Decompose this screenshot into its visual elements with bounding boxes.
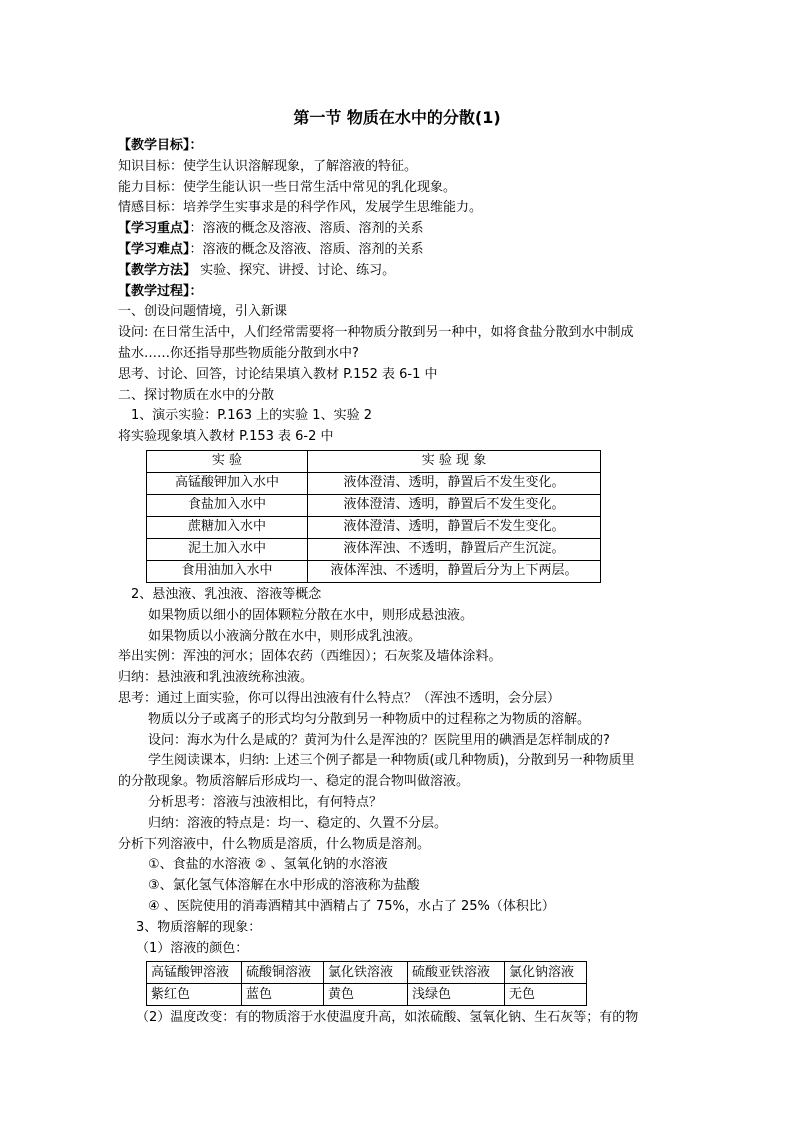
table-header-cell: 氯化铁溶液	[324, 962, 408, 984]
paragraph: 思考、讨论、回答，讨论结果填入教材 P.152 表 6-1 中	[118, 366, 438, 382]
table-cell: 液体浑浊、不透明，静置后分为上下两层。	[308, 560, 601, 582]
paragraph: 3、物质溶解的现象：	[136, 919, 262, 935]
paragraph: 思考：通过上面实验，你可以得出浊液有什么特点？（浑浊不透明，会分层）	[118, 690, 561, 706]
table-header-cell: 高锰酸钾溶液	[147, 962, 242, 984]
table-header-cell: 实 验 现 象	[308, 450, 601, 472]
paragraph: 物质以分子或离子的形式均匀分散到另一种物质中的过程称之为物质的溶解。	[148, 711, 591, 727]
table-cell: 液体澄清、透明，静置后不发生变化。	[308, 494, 601, 516]
table-header-cell: 实 验	[147, 450, 308, 472]
paragraph: ①、食盐的水溶液 ② 、氢氧化钠的水溶液	[148, 857, 388, 873]
table-row	[147, 538, 601, 560]
paragraph: 二、探讨物质在水中的分散	[118, 387, 275, 403]
paragraph: ③、氯化氢气体溶解在水中形成的溶液称为盐酸	[148, 878, 420, 894]
table-cell: 高锰酸钾加入水中	[147, 472, 308, 494]
paragraph: 如果物质以细小的固体颗粒分散在水中，则形成悬浊液。	[148, 607, 474, 623]
table-cell: 紫红色	[147, 984, 242, 1006]
paragraph: 1、演示实验：P.163 上的实验 1、实验 2	[131, 408, 372, 424]
paragraph: ④ 、医院使用的消毒酒精其中酒精占了 75%，水占了 25%（体积比）	[148, 898, 555, 914]
table-cell: 液体澄清、透明，静置后不发生变化。	[308, 472, 601, 494]
table-header-row	[147, 450, 601, 472]
difficult-points-text: ：溶液的概念及溶液、溶质、溶剂的关系	[189, 241, 424, 257]
table-row	[147, 984, 587, 1006]
paragraph: （1）溶液的颜色：	[136, 940, 249, 956]
key-points	[118, 219, 688, 240]
paragraph: 将实验现象填入教材 P.153 表 6-2 中	[118, 429, 334, 445]
table-header-cell: 硫酸铜溶液	[242, 962, 324, 984]
goal-emotion: 情感目标：培养学生实事求是的科学作风，发展学生思维能力。	[118, 200, 483, 216]
section-heading-goals: 【教学目标】：	[118, 138, 203, 153]
difficult-points	[118, 240, 688, 261]
paragraph: （2）温度改变：有的物质溶于水使温度升高，如浓硫酸、氢氧化钠、生石灰等；有的物	[136, 1010, 639, 1026]
paragraph: 设问: 在日常生活中，人们经常需要将一种物质分散到另一种中，如将食盐分散到水中制成	[118, 325, 634, 341]
paragraph: 2、悬浊液、乳浊液、溶液等概念	[131, 586, 322, 602]
table-cell: 蔗糖加入水中	[147, 516, 308, 538]
section-heading-process: 【教学过程】：	[118, 283, 203, 299]
table-cell: 食用油加入水中	[147, 560, 308, 582]
paragraph: 设问：海水为什么是咸的？黄河为什么是浑浊的？医院里用的碘酒是怎样制成的?	[148, 732, 610, 748]
table-cell: 无色	[505, 984, 587, 1006]
paragraph: 学生阅读课本，归纳: 上述三个例子都是一种物质(或几种物质)，分散到另一种物质里	[148, 753, 635, 769]
table-header-row	[147, 962, 587, 984]
goal-ability: 能力目标：使学生能认识一些日常生活中常见的乳化现象。	[118, 179, 457, 195]
table-row	[147, 472, 601, 494]
table-row	[147, 560, 601, 582]
table-cell: 蓝色	[242, 984, 324, 1006]
teaching-method	[118, 261, 688, 282]
table-cell: 液体浑浊、不透明，静置后产生沉淀。	[308, 538, 601, 560]
table-row	[147, 494, 601, 516]
table-cell: 液体澄清、透明，静置后不发生变化。	[308, 516, 601, 538]
key-points-label: 【学习重点】	[118, 221, 190, 237]
experiment-table	[146, 450, 601, 583]
table-row	[147, 516, 601, 538]
goal-knowledge: 知识目标：使学生认识溶解现象，了解溶液的特征。	[118, 158, 418, 174]
solution-color-table	[146, 961, 587, 1006]
paragraph: 的分散现象。物质溶解后形成均一、稳定的混合物叫做溶液。	[118, 774, 470, 790]
table-cell: 浅绿色	[408, 984, 505, 1006]
paragraph: 一、创设问题情境，引入新课	[118, 304, 288, 320]
difficult-points-label: 【学习难点】	[118, 241, 190, 257]
paragraph: 如果物质以小液滴分散在水中，则形成乳浊液。	[148, 628, 422, 644]
table-cell: 食盐加入水中	[147, 494, 308, 516]
teaching-method-text: 实验、探究、讲授、讨论、练习。	[196, 262, 396, 278]
document-body	[118, 136, 688, 1029]
paragraph: 归纳：悬浊液和乳浊液统称浊液。	[118, 670, 314, 686]
paragraph: 举出实例：浑浊的河水；固体农药（西维因）；石灰浆及墙体涂料。	[118, 649, 502, 665]
paragraph: 归纳：溶液的特点是：均一、稳定的、久置不分层。	[148, 815, 448, 831]
paragraph: 盐水……你还指导那些物质能分散到水中?	[118, 345, 359, 361]
key-points-text: ：溶液的概念及溶液、溶质、溶剂的关系	[189, 221, 424, 237]
page-title: 第一节 物质在水中的分散(1)	[293, 108, 501, 127]
teaching-method-label: 【教学方法】	[118, 262, 197, 278]
table-header-cell: 氯化钠溶液	[505, 962, 587, 984]
table-cell: 泥土加入水中	[147, 538, 308, 560]
paragraph: 分析思考：溶液与浊液相比，有何特点？	[148, 794, 383, 810]
paragraph: 分析下列溶液中，什么物质是溶质，什么物质是溶剂。	[118, 836, 431, 852]
table-cell: 黄色	[324, 984, 408, 1006]
table-header-cell: 硫酸亚铁溶液	[408, 962, 505, 984]
